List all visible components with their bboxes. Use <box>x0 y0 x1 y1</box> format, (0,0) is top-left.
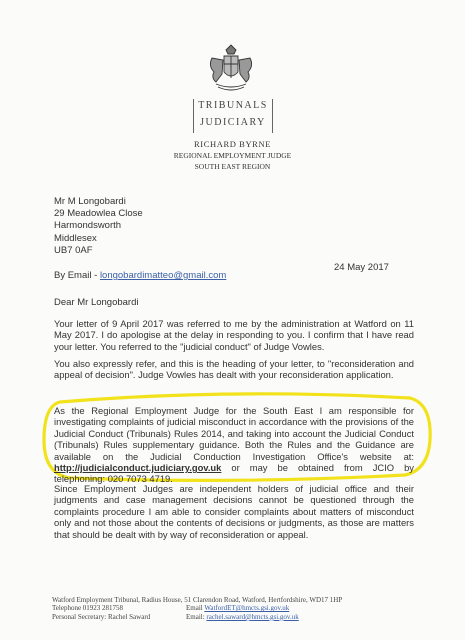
recipient-street: 29 Meadowlea Close <box>54 208 143 220</box>
letter-date: 24 May 2017 <box>334 262 389 273</box>
recipient-email-link[interactable]: longobardimatteo@gmail.com <box>99 270 227 281</box>
footer-email-label: Email <box>186 604 203 613</box>
recipient-county: Middlesex <box>54 232 97 244</box>
footer-email2-label: Email: <box>186 612 205 621</box>
paragraph-3 <box>54 405 414 485</box>
salutation: Dear Mr Longobardi <box>54 297 139 308</box>
judge-title: REGIONAL EMPLOYMENT JUDGE <box>173 151 292 160</box>
jcio-phone: 020 7073 4719. <box>107 473 173 485</box>
judge-region: SOUTH EAST REGION <box>194 162 271 171</box>
footer-email-link[interactable]: WatfordET@hmcts.gsi.gov.uk <box>204 604 290 613</box>
footer <box>52 596 342 621</box>
footer-address: Watford Employment Tribunal, Radius House, 51 Clarendon Road, Watford, Hertfordshire, WD17 1HP <box>52 596 343 604</box>
organisation-line-2: JUDICIARY <box>200 117 266 128</box>
paragraph-2: You also expressly refer, and this is the heading of your letter, to "reconsideration and appeal of decision". Judge Vowles has dealt with your reconsideration application. <box>54 358 414 381</box>
organisation-line-1: TRIBUNALS <box>198 100 268 111</box>
paragraph-4: Since Employment Judges are independent holders of judicial office and their judgments and case management decisions cannot be questioned through the complaints procedure I am able to consider complaints about matters of misconduct only and not those about the contents of decisions or judgments, as those are matters that should be dealt with by way of reconsideration or appeal. <box>54 483 414 540</box>
footer-contact-row-1 <box>52 604 342 612</box>
paragraph-3-text-a: As the Regional Employment Judge for the South East I am responsible for investigating complaints of judicial misconduct in accordance with the provisions of the Judicial Conduct (Tribunals) Rules 2014, and taking into account the Judicial Conduct (Tribunals) Rules supplementary guidance. Both the Rules and the Guidance are available on the Judicial Conduction Investigation Office's website at: <box>54 405 414 462</box>
footer-email2-link[interactable]: rachel.saward@hmcts.gsi.gov.uk <box>206 612 299 621</box>
footer-secretary: Personal Secretary: Rachel Saward <box>52 612 151 621</box>
paragraph-3-text-b: or may be obtained from JCIO by telephoning: <box>54 462 414 485</box>
footer-email-group <box>186 604 289 612</box>
footer-email2-group <box>186 613 299 621</box>
recipient-name: Mr M Longobardi <box>54 196 126 207</box>
jcio-website-link[interactable]: http://judicialconduct.judiciary.gov.uk <box>54 462 222 474</box>
delivery-label: By Email - <box>54 270 100 281</box>
footer-telephone: Telephone 01923 281758 <box>52 604 124 613</box>
paragraph-1: Your letter of 9 April 2017 was referred to me by the administration at Watford on 11 May 2017. I do apologise at the delay in responding to you. I confirm that I have read your letter. You referred to the "judicial conduct" of Judge Vowles. <box>54 318 414 352</box>
recipient-town: Harmondsworth <box>54 220 122 232</box>
footer-contact-row-2 <box>52 613 342 621</box>
judge-name: RICHARD BYRNE <box>194 139 271 149</box>
recipient-postcode: UB7 0AF <box>54 244 93 256</box>
